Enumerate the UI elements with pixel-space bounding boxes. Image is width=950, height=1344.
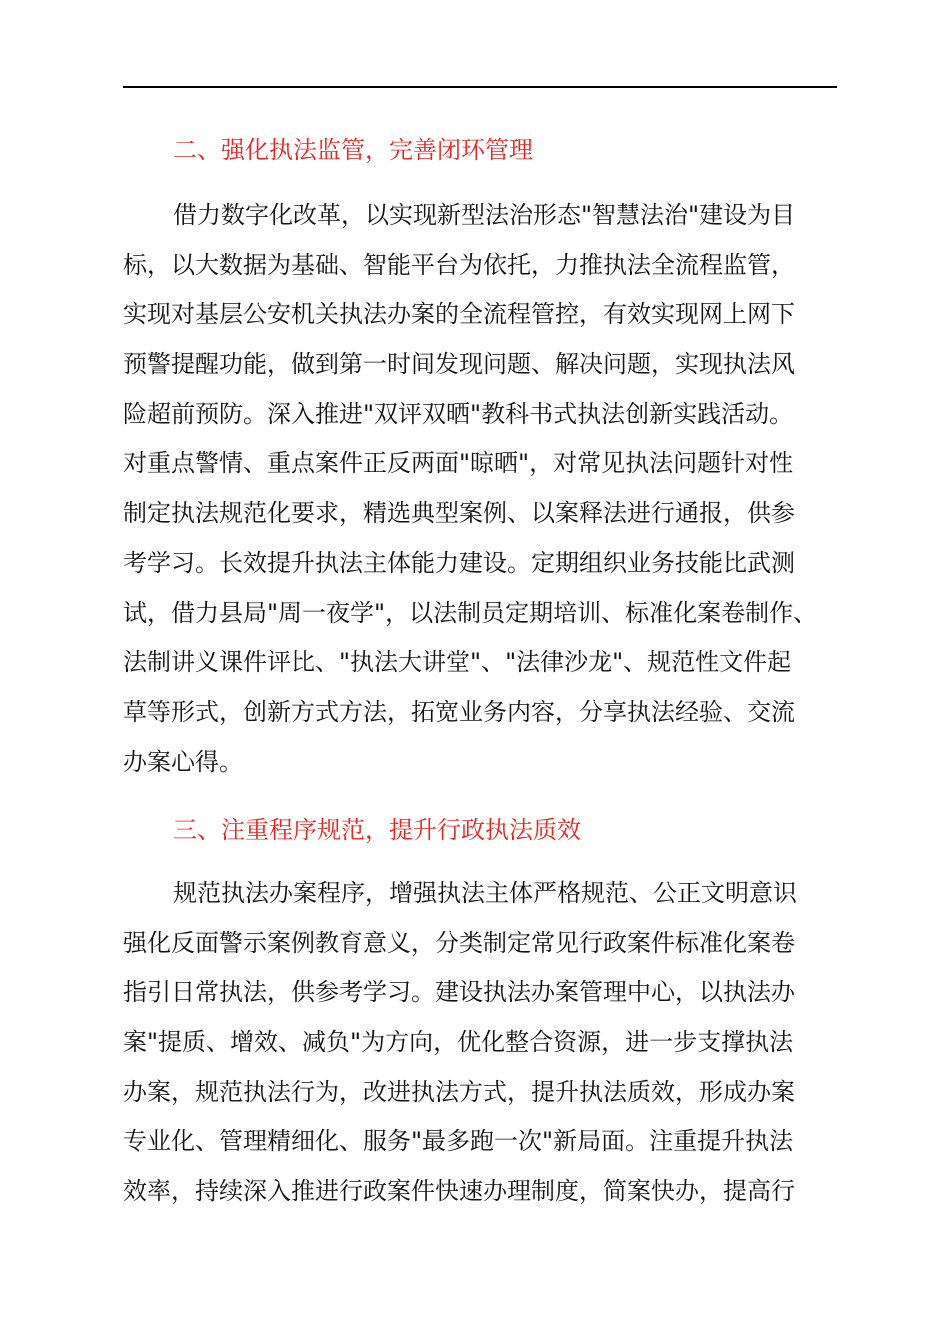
paragraph-line: 案"提质、增效、减负"为方向，优化整合资源，进一步支撑执法: [123, 1028, 794, 1057]
paragraph-line: 效率，持续深入推进行政案件快速办理制度，简案快办，提高行: [123, 1177, 795, 1206]
section-3-paragraph: [123, 869, 837, 1217]
paragraph-line: 预警提醒功能，做到第一时间发现问题、解决问题，实现执法风: [123, 350, 795, 379]
section-2-paragraph: [123, 191, 837, 787]
paragraph-line: 制定执法规范化要求，精选典型案例、以案释法进行通报，供参: [123, 499, 795, 528]
paragraph-line: 办案心得。: [123, 747, 243, 776]
paragraph-line: 标，以大数据为基础、智能平台为依托，力推执法全流程监管，: [123, 250, 795, 279]
paragraph-line: 实现对基层公安机关执法办案的全流程管控，有效实现网上网下: [123, 300, 795, 329]
paragraph-line: 对重点警情、重点案件正反两面"晾晒"，对常见执法问题针对性: [123, 449, 794, 478]
paragraph-line: 办案，规范执法行为，改进执法方式，提升执法质效，形成办案: [123, 1077, 795, 1106]
paragraph-line: 强化反面警示案例教育意义，分类制定常见行政案件标准化案卷: [123, 928, 795, 957]
paragraph-line: 险超前预防。深入推进"双评双晒"教科书式执法创新实践活动。: [123, 399, 794, 428]
section-2-heading: 二、强化执法监管，完善闭环管理: [173, 136, 533, 164]
paragraph-line: 指引日常执法，供参考学习。建设执法办案管理中心，以执法办: [123, 978, 795, 1007]
paragraph-line: 借力数字化改革，以实现新型法治形态"智慧法治"建设为目: [173, 201, 796, 229]
paragraph-line: 草等形式，创新方式方法，拓宽业务内容，分享执法经验、交流: [123, 697, 795, 726]
section-3-heading: 三、注重程序规范，提升行政执法质效: [173, 816, 581, 844]
header-rule: [123, 86, 837, 88]
paragraph-line: 规范执法办案程序，增强执法主体严格规范、公正文明意识: [173, 879, 797, 907]
paragraph-line: 试，借力县局"周一夜学"，以法制员定期培训、标准化案卷制作、: [123, 598, 818, 627]
paragraph-line: 考学习。长效提升执法主体能力建设。定期组织业务技能比武测: [123, 548, 795, 577]
paragraph-line: 专业化、管理精细化、服务"最多跑一次"新局面。注重提升执法: [123, 1127, 794, 1156]
paragraph-line: 法制讲义课件评比、"执法大讲堂"、"法律沙龙"、规范性文件起: [123, 648, 792, 677]
